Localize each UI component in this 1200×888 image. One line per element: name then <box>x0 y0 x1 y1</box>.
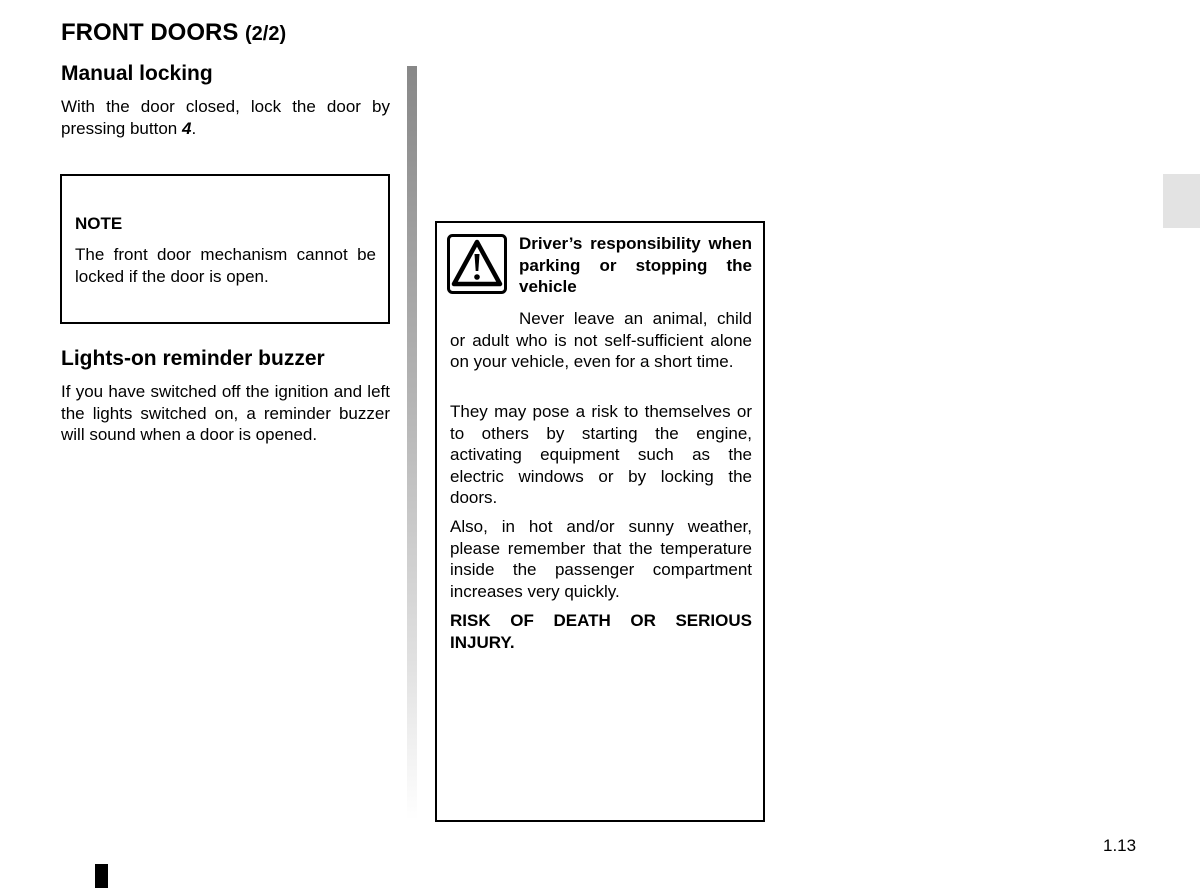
column-divider <box>407 66 417 820</box>
manual-locking-text-start: With the door closed, lock the door by pressing button <box>61 97 390 138</box>
manual-locking-heading: Manual locking <box>61 62 213 85</box>
warning-heading: Driver’s responsibility when parking or stopping the vehicle <box>519 234 752 296</box>
manual-locking-text <box>61 96 390 139</box>
warning-paragraph: Never leave an animal, child or adult who is not self-sufficient alone on your vehicle, even for a short time. <box>450 309 752 371</box>
note-box <box>60 174 390 324</box>
warning-triangle-icon <box>447 234 507 294</box>
warning-risk-text: RISK OF DEATH OR SERIOUS INJURY. <box>450 611 752 652</box>
manual-locking-text-end: . <box>191 118 197 138</box>
lights-on-heading: Lights-on reminder buzzer <box>61 347 325 370</box>
corner-mark <box>95 864 108 888</box>
page-number: 1.13 <box>1103 836 1137 855</box>
page-title-part: (2/2) <box>245 23 287 45</box>
warning-paragraph: Also, in hot and/or sunny weather, please remember that the temperature inside the passenger compartment increases very quickly. <box>450 517 752 601</box>
page-title-main: FRONT DOORS <box>61 19 239 46</box>
warning-paragraph: They may pose a risk to themselves or to others by starting the engine, activating equipment such as the electric windows or by locking the doors. <box>450 402 752 507</box>
button-reference: 4 <box>181 118 192 138</box>
note-title: NOTE <box>75 214 123 233</box>
warning-box <box>435 221 765 822</box>
chapter-tab <box>1163 174 1200 228</box>
lights-on-text: If you have switched off the ignition and left the lights switched on, a reminder buzzer will sound when a door is opened. <box>61 382 390 444</box>
note-text: The front door mechanism cannot be locked if the door is open. <box>75 245 376 286</box>
page-title <box>61 19 286 47</box>
